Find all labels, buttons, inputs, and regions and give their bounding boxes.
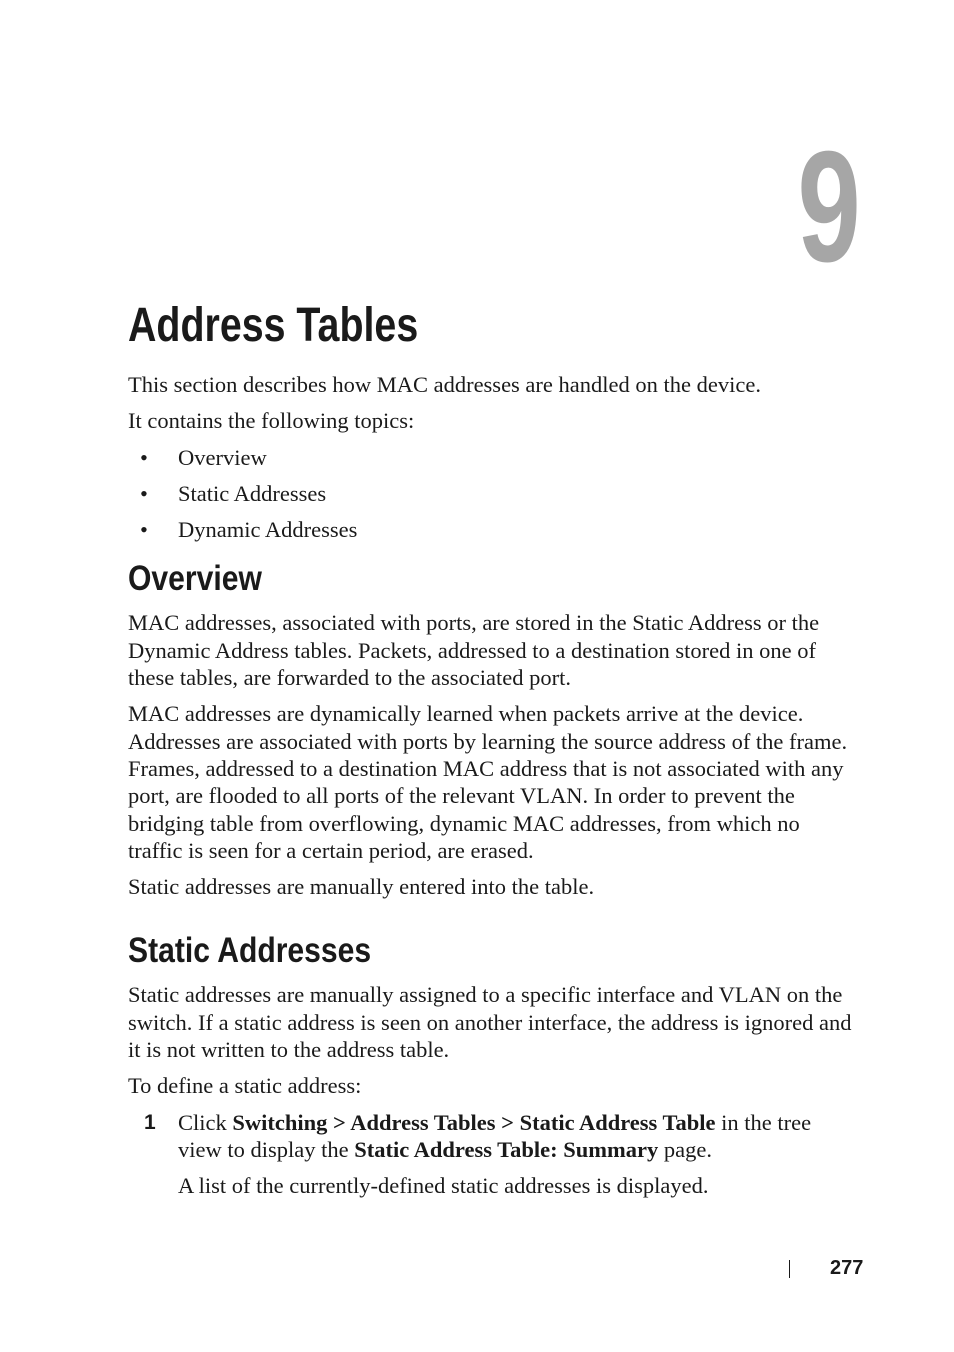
page-number: 277 [830, 1257, 864, 1279]
page-name: Static Address Table: Summary [354, 1136, 659, 1162]
chapter-number: 9 [797, 119, 858, 295]
bullet-icon: • [140, 517, 148, 543]
step-text-click: Click [178, 1109, 233, 1135]
topic-label: Dynamic Addresses [178, 517, 358, 543]
page-content [128, 371, 856, 1209]
footer-divider [789, 1260, 790, 1278]
topic-label: Static Addresses [178, 480, 327, 506]
intro-description: This section describes how MAC addresses are handled on the device. [128, 372, 761, 397]
step-text-mid: in the tree view to display the [178, 1109, 812, 1162]
procedure-lead: To define a static address: [128, 1073, 362, 1099]
static-addresses-heading: Static Addresses [128, 931, 372, 971]
topics-lead: It contains the following topics: [128, 408, 415, 434]
procedure-step-1 [128, 1109, 856, 1200]
bullet-icon: • [140, 444, 148, 470]
topic-label: Overview [178, 444, 267, 470]
bullet-icon: • [140, 480, 148, 506]
topics-list [128, 444, 856, 544]
step-instruction [178, 1109, 856, 1164]
overview-heading: Overview [128, 559, 262, 599]
topic-item-dynamic-addresses [128, 516, 856, 543]
overview-paragraph-3: Static addresses are manually entered into the table. [128, 874, 595, 900]
page-footer [786, 1255, 866, 1281]
overview-paragraph-2: MAC addresses are dynamically learned when packets arrive at the device. Addresses are associated with ports by learning the source address of the frame. Frames, addressed to a destination MAC address that is not associated with any port, are flooded to all ports of the relevant VLAN. In order to prevent the bridging table from overflowing, dynamic MAC addresses, from which no traffic is seen for a certain period, are erased. [128, 701, 848, 863]
topic-item-overview [128, 444, 856, 471]
menu-path: Switching > Address Tables > Static Address Table [232, 1109, 716, 1135]
overview-paragraph-1: MAC addresses, associated with ports, are stored in the Static Address or the Dynamic Address tables. Packets, addressed to a destination stored in one of these tables, are forwarded to the associated port. [128, 610, 820, 691]
step-text-end: page. [658, 1136, 712, 1162]
chapter-title: Address Tables [128, 299, 419, 352]
topic-item-static-addresses [128, 480, 856, 507]
step-number: 1 [144, 1110, 156, 1134]
step-result: A list of the currently-defined static addresses is displayed. [178, 1173, 709, 1199]
static-addresses-paragraph: Static addresses are manually assigned to a specific interface and VLAN on the switch. If a static address is seen on another interface, the address is ignored and it is not written to the address table. [128, 982, 852, 1063]
